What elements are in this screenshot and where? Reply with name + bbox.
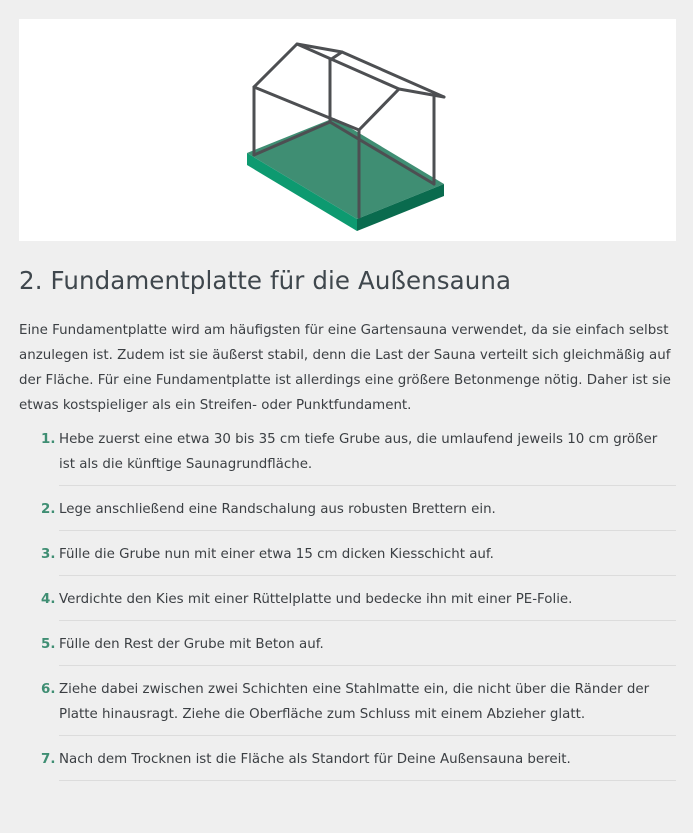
step-number: 7. [41, 752, 56, 767]
step-text: Ziehe dabei zwischen zwei Schichten eine Stahlmatte ein, die nicht über die Ränder der Platte hinausragt. Ziehe die Oberfläche zum Schluss mit einem Abzieher glatt. [59, 682, 650, 722]
step-text: Verdichte den Kies mit einer Rüttelplatte und bedecke ihn mit einer PE-Folie. [59, 592, 573, 607]
step-text: Fülle den Rest der Grube mit Beton auf. [59, 637, 324, 652]
step-text: Nach dem Trocknen ist die Fläche als Standort für Deine Außensauna bereit. [59, 752, 571, 767]
step-text: Hebe zuerst eine etwa 30 bis 35 cm tiefe Grube aus, die umlaufend jeweils 10 cm größer ist als die künftige Saunagrundfläche. [59, 432, 658, 472]
list-item [41, 427, 676, 486]
list-item [41, 747, 676, 781]
step-number: 2. [41, 502, 56, 517]
list-item [41, 542, 676, 576]
page-title: 2. Fundamentplatte für die Außensauna [19, 266, 512, 295]
step-number: 5. [41, 637, 56, 652]
sauna-frame-drawing [19, 19, 676, 241]
step-number: 6. [41, 682, 56, 697]
step-number: 4. [41, 592, 56, 607]
list-item [41, 497, 676, 531]
step-text: Lege anschließend eine Randschalung aus robusten Brettern ein. [59, 502, 496, 517]
sauna-foundation-illustration [19, 19, 676, 241]
list-item [41, 632, 676, 666]
list-item [41, 677, 676, 736]
intro-paragraph: Eine Fundamentplatte wird am häufigsten für eine Gartensauna verwendet, da sie einfach selbst anzulegen ist. Zudem ist sie äußerst stabil, denn die Last der Sauna verteilt sich gleichmäßig auf der Fläche. Für eine Fundamentplatte ist allerdings eine größere Betonmenge nötig. Daher ist sie etwas kostspieliger als ein Streifen- oder Punktfundament. [19, 323, 671, 413]
list-item [41, 587, 676, 621]
step-number: 1. [41, 432, 56, 447]
step-text: Fülle die Grube nun mit einer etwa 15 cm dicken Kiesschicht auf. [59, 547, 494, 562]
steps-list [0, 427, 693, 792]
step-number: 3. [41, 547, 56, 562]
